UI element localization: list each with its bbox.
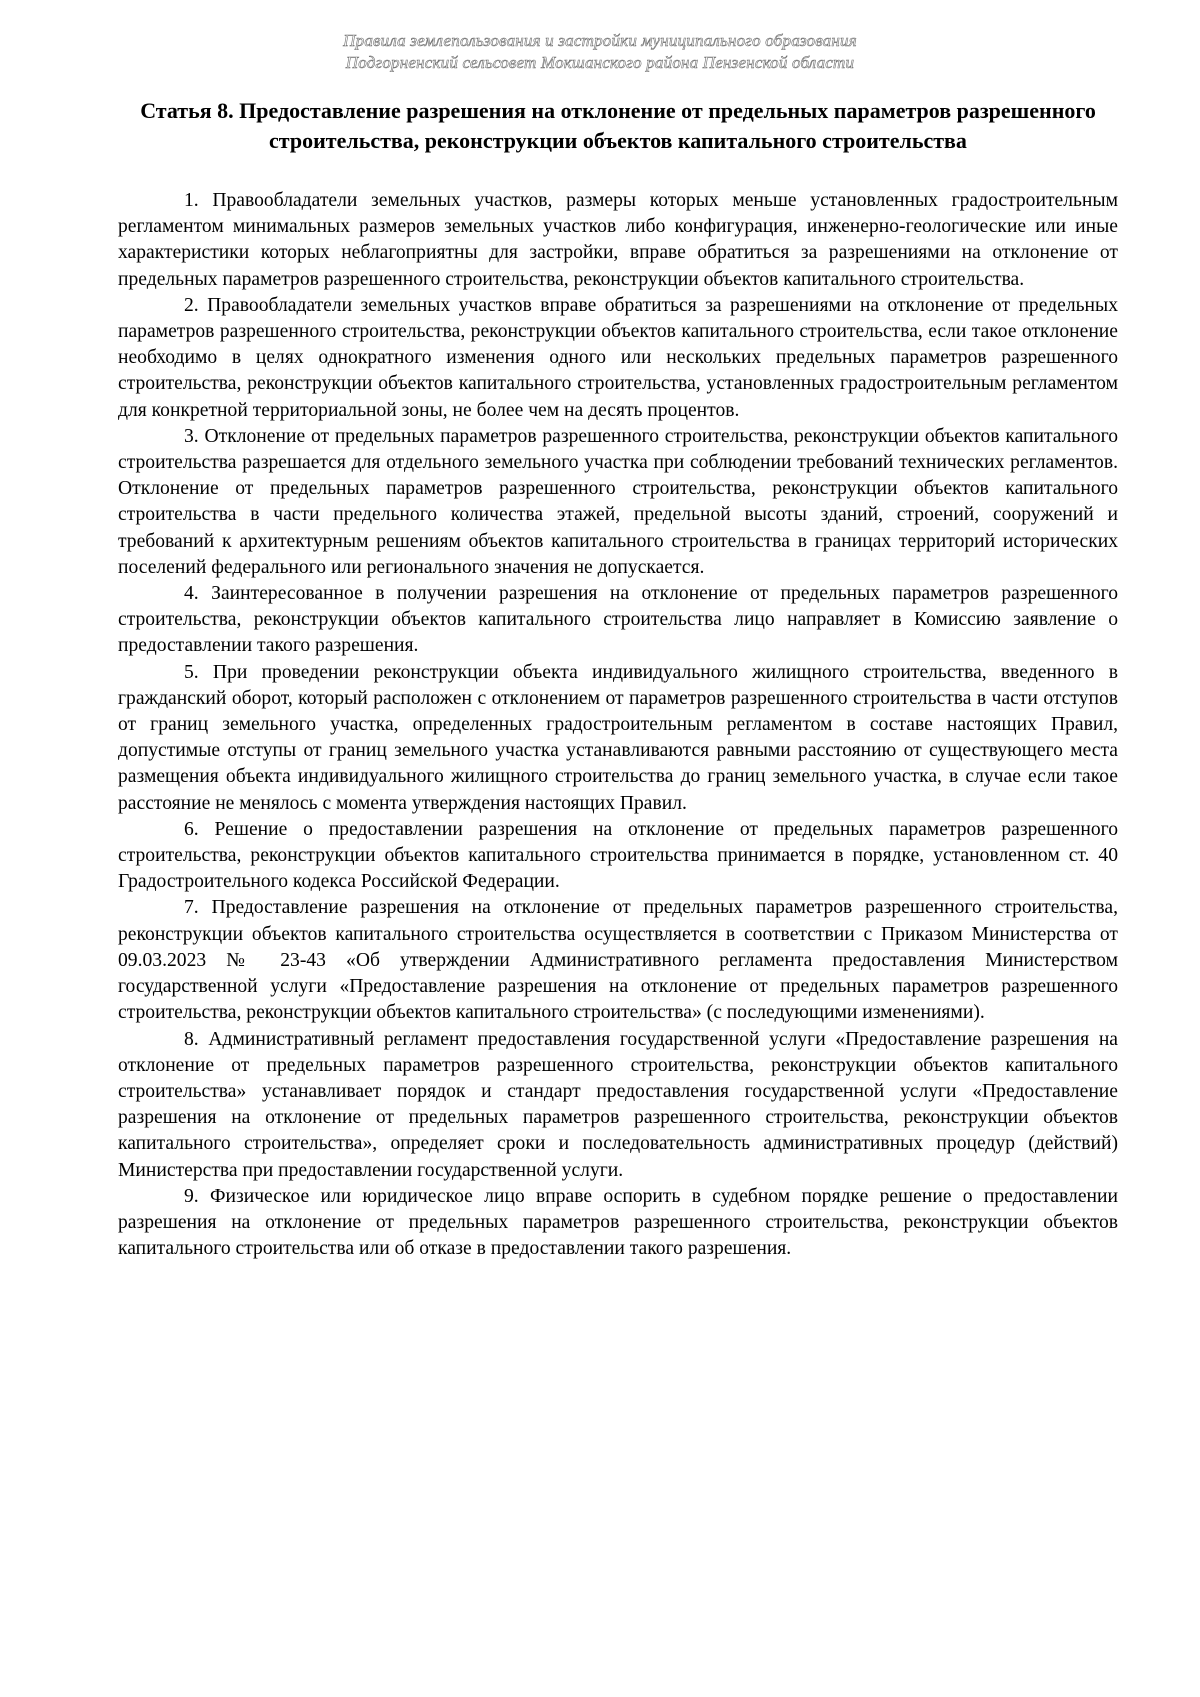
paragraph-text: Административный регламент предоставления государственной услуги «Предоставление разрешения на отклонение от предельных параметров разрешенного строительства, реконструкции объектов капитального строительства» устанавливает порядок и стандарт предоставления государственной услуги «Предоставление разрешения на отклонение от предельных параметров разрешенного строительства, реконструкции объектов капитального строительства», определяет сроки и последовательность административных процедур (действий) Министерства при предоставлении государственной услуги. bbox=[118, 1028, 1118, 1181]
paragraph-number: 5. bbox=[184, 661, 199, 683]
paragraph-5 bbox=[118, 660, 1118, 817]
paragraph-number: 1. bbox=[184, 190, 199, 211]
paragraph-text: Правообладатели земельных участков, размеры которых меньше установленных градостроительным регламентом минимальных размеров земельных участков либо конфигурация, инженерно-геологические или иные характеристики которых неблагоприятны для застройки, вправе обратиться за разрешениями на отклонение от предельных параметров разрешенного строительства, реконструкции объектов капитального строительства. bbox=[118, 190, 1118, 290]
paragraph-4 bbox=[118, 581, 1118, 660]
paragraph-1 bbox=[118, 188, 1118, 293]
paragraph-number: 9. bbox=[184, 1185, 199, 1207]
paragraph-number: 7. bbox=[184, 897, 199, 919]
paragraph-number: 6. bbox=[184, 818, 199, 840]
running-header bbox=[0, 30, 1200, 74]
paragraph-number: 8. bbox=[184, 1028, 199, 1050]
paragraph-number: 3. bbox=[184, 425, 199, 447]
paragraph-9 bbox=[118, 1184, 1118, 1263]
paragraph-number: 2. bbox=[184, 294, 199, 316]
paragraph-text: Решение о предоставлении разрешения на отклонение от предельных параметров разрешенного строительства, реконструкции объектов капитального строительства принимается в порядке, установленном ст. 40 Градостроительного кодекса Российской Федерации. bbox=[118, 818, 1118, 893]
running-header-line-2: Подгорненский сельсовет Мокшанского района Пензенской области bbox=[345, 53, 855, 72]
paragraph-text: Предоставление разрешения на отклонение от предельных параметров разрешенного строительства, реконструкции объектов капитального строительства осуществляется в соответствии с Приказом Министерства от 09.03.2023 № 23-43 «Об утверждении Административного регламента предоставления Министерством государственной услуги «Предоставление разрешения на отклонение от предельных параметров разрешенного строительства, реконструкции объектов капитального строительства» (с последующими изменениями). bbox=[118, 897, 1118, 1024]
article-body bbox=[118, 188, 1118, 1262]
paragraph-8 bbox=[118, 1027, 1118, 1184]
running-header-line-1: Правила землепользования и застройки муниципального образования bbox=[343, 31, 857, 50]
paragraph-text: Физическое или юридическое лицо вправе оспорить в судебном порядке решение о предоставлении разрешения на отклонение от предельных параметров разрешенного строительства, реконструкции объектов капитального строительства или об отказе в предоставлении такого разрешения. bbox=[118, 1185, 1118, 1260]
paragraph-text: Правообладатели земельных участков вправе обратиться за разрешениями на отклонение от предельных параметров разрешенного строительства, реконструкции объектов капитального строительства, если такое отклонение необходимо в целях однократного изменения одного или нескольких предельных параметров разрешенного строительства, реконструкции объектов капитального строительства, установленных градостроительным регламентом для конкретной территориальной зоны, не более чем на десять процентов. bbox=[118, 294, 1118, 421]
paragraph-number: 4. bbox=[184, 583, 199, 605]
paragraph-text: При проведении реконструкции объекта индивидуального жилищного строительства, введенного в гражданский оборот, который расположен с отклонением от параметров разрешенного строительства в части отступов от границ земельного участка, определенных градостроительным регламентом в составе настоящих Правил, допустимые отступы от границ земельного участка устанавливаются равными расстоянию от существующего места размещения объекта индивидуального жилищного строительства до границ земельного участка, в случае если такое расстояние не менялось с момента утверждения настоящих Правил. bbox=[118, 661, 1118, 814]
paragraph-text: Отклонение от предельных параметров разрешенного строительства, реконструкции объектов капитального строительства разрешается для отдельного земельного участка при соблюдении требований технических регламентов. Отклонение от предельных параметров разрешенного строительства, реконструкции объектов капитального строительства в части предельного количества этажей, предельной высоты зданий, строений, сооружений и требований к архитектурным решениям объектов капитального строительства в границах территорий исторических поселений федерального или регионального значения не допускается. bbox=[118, 425, 1118, 578]
article-title: Статья 8. Предоставление разрешения на отклонение от предельных параметров разрешенного строительства, реконструкции объектов капитального строительства bbox=[140, 98, 1096, 153]
paragraph-7 bbox=[118, 895, 1118, 1026]
paragraph-2 bbox=[118, 293, 1118, 424]
paragraph-6 bbox=[118, 817, 1118, 896]
paragraph-3 bbox=[118, 424, 1118, 581]
paragraph-text: Заинтересованное в получении разрешения на отклонение от предельных параметров разрешенного строительства, реконструкции объектов капитального строительства лицо направляет в Комиссию заявление о предоставлении такого разрешения. bbox=[118, 583, 1118, 657]
